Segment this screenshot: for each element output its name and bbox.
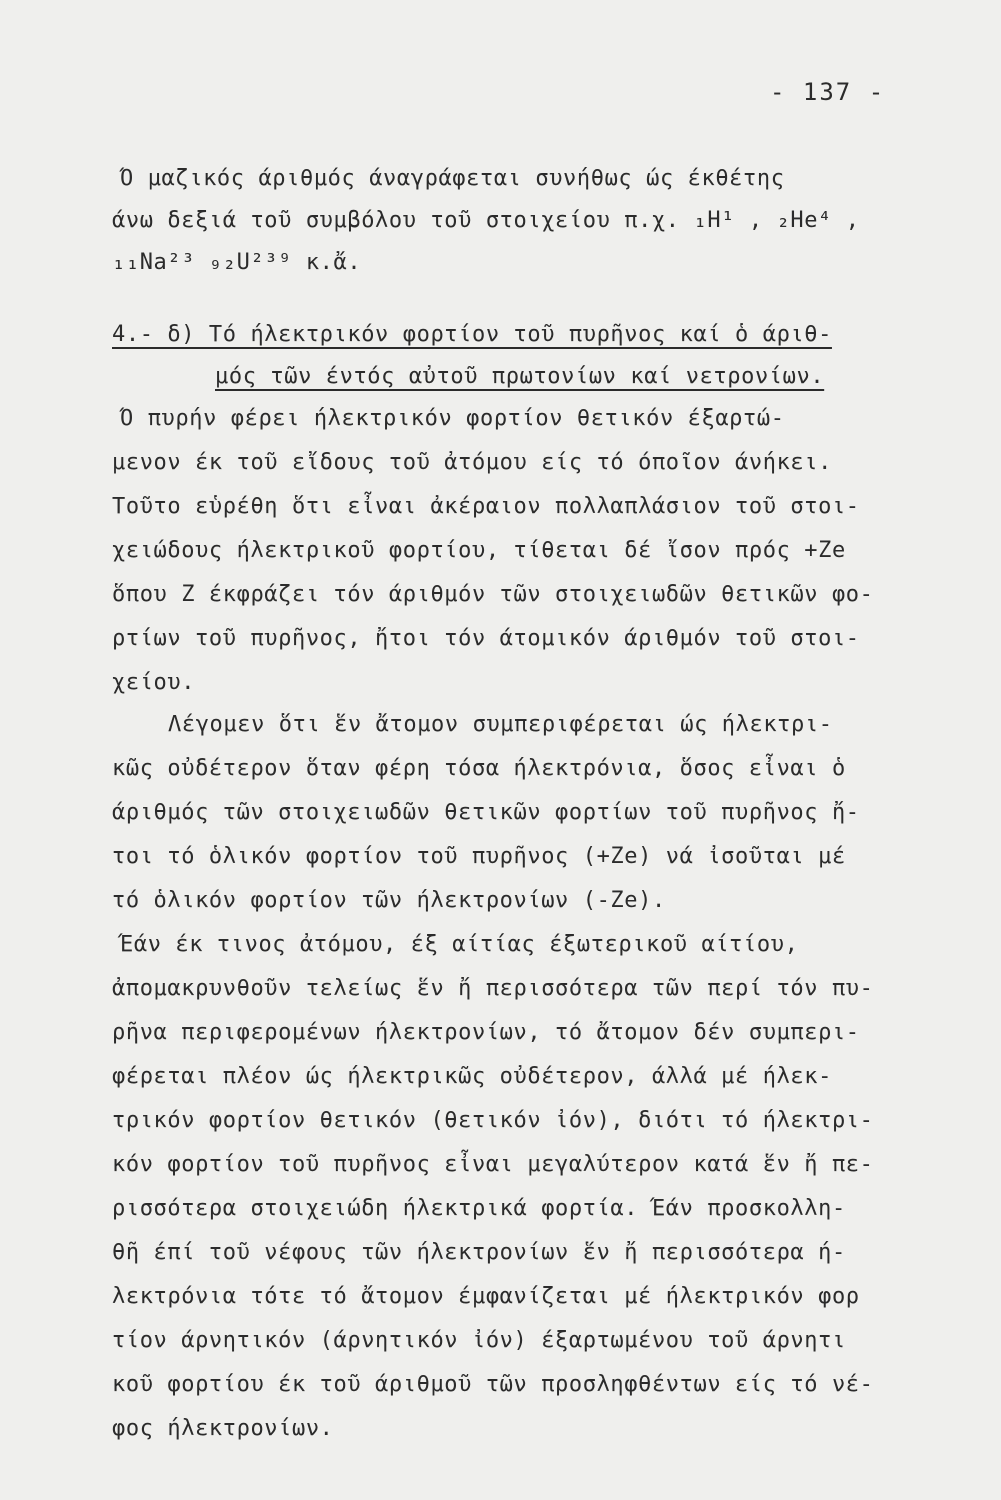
text-line: ₁₁Na²³ ₉₂U²³⁹ κ.ἄ. [112,250,362,275]
text-line: μενον έκ τοῦ εἴδους τοῦ ἀτόμου είς τό όποῖον άνήκει. [112,450,832,475]
section-heading: 4.- δ) Τό ήλεκτρικόν φορτίον τοῦ πυρῆνος καί ὁ άριθ- [112,322,832,347]
text-line: φέρεται πλέον ώς ήλεκτρικῶς οὐδέτερον, άλλά μέ ήλεκ- [112,1064,832,1089]
text-line: τίον άρνητικόν (άρνητικόν ἰόν) έξαρτωμένου τοῦ άρνητι [112,1328,846,1353]
text-line: κόν φορτίον τοῦ πυρῆνος εἶναι μεγαλύτερον κατά ἕν ἤ πε- [112,1152,874,1177]
text-line: ρτίων τοῦ πυρῆνος, ἤτοι τόν άτομικόν άριθμόν τοῦ στοι- [112,626,860,651]
text-line: τοι τό ὁλικόν φορτίον τοῦ πυρῆνος (+Ze) νά ἰσοῦται μέ [112,844,846,869]
text-line: άνω δεξιά τοῦ συμβόλου τοῦ στοιχείου π.χ. ₁H¹ , ₂He⁴ , [112,208,860,233]
text-line: Έάν έκ τινος ἀτόμου, έξ αίτίας έξωτερικοῦ αίτίου, [120,932,799,957]
text-line: φος ήλεκτρονίων. [112,1416,334,1441]
text-line: ρῆνα περιφερομένων ήλεκτρονίων, τό ἄτομον δέν συμπερι- [112,1020,860,1045]
text-line: ρισσότερα στοιχειώδη ήλεκτρικά φορτία. Έάν προσκολλη- [112,1196,846,1221]
text-line: λεκτρόνια τότε τό ἄτομον έμφανίζεται μέ ήλεκτρικόν φορ [112,1284,860,1309]
text-line: τρικόν φορτίον θετικόν (θετικόν ἰόν), διότι τό ήλεκτρι- [112,1108,874,1133]
text-line: κῶς οὐδέτερον ὅταν φέρη τόσα ήλεκτρόνια, ὅσος εἶναι ὁ [112,756,846,781]
section-heading-cont: μός τῶν έντός αὐτοῦ πρωτονίων καί νετρονίων. [215,364,825,389]
text-line: χείου. [112,670,196,695]
text-line: τό ὁλικόν φορτίον τῶν ήλεκτρονίων (-Ze). [112,888,666,913]
text-line: θῆ έπί τοῦ νέφους τῶν ήλεκτρονίων ἕν ἤ περισσότερα ή- [112,1240,846,1265]
text-line: ὅπου Z έκφράζει τόν άριθμόν τῶν στοιχειωδῶν θετικῶν φο- [112,582,874,607]
text-line: Τοῦτο εὑρέθη ὅτι εἶναι ἀκέραιον πολλαπλάσιον τοῦ στοι- [112,494,860,519]
text-line: Ό μαζικός άριθμός άναγράφεται συνήθως ώς έκθέτης [120,166,785,191]
page-number: - 137 - [770,78,886,106]
text-line: ἀπομακρυνθοῦν τελείως ἕν ἤ περισσότερα τῶν περί τόν πυ- [112,976,874,1001]
text-line: κοῦ φορτίου έκ τοῦ άριθμοῦ τῶν προσληφθέντων είς τό νέ- [112,1372,874,1397]
text-line: Λέγομεν ὅτι ἕν ἄτομον συμπεριφέρεται ώς ήλεκτρι- [168,712,833,737]
text-line: χειώδους ήλεκτρικοῦ φορτίου, τίθεται δέ ἴσον πρός +Ze [112,538,846,563]
text-line: άριθμός τῶν στοιχειωδῶν θετικῶν φορτίων τοῦ πυρῆνος ἤ- [112,800,860,825]
text-line: Ό πυρήν φέρει ήλεκτρικόν φορτίον θετικόν έξαρτώ- [120,406,785,431]
